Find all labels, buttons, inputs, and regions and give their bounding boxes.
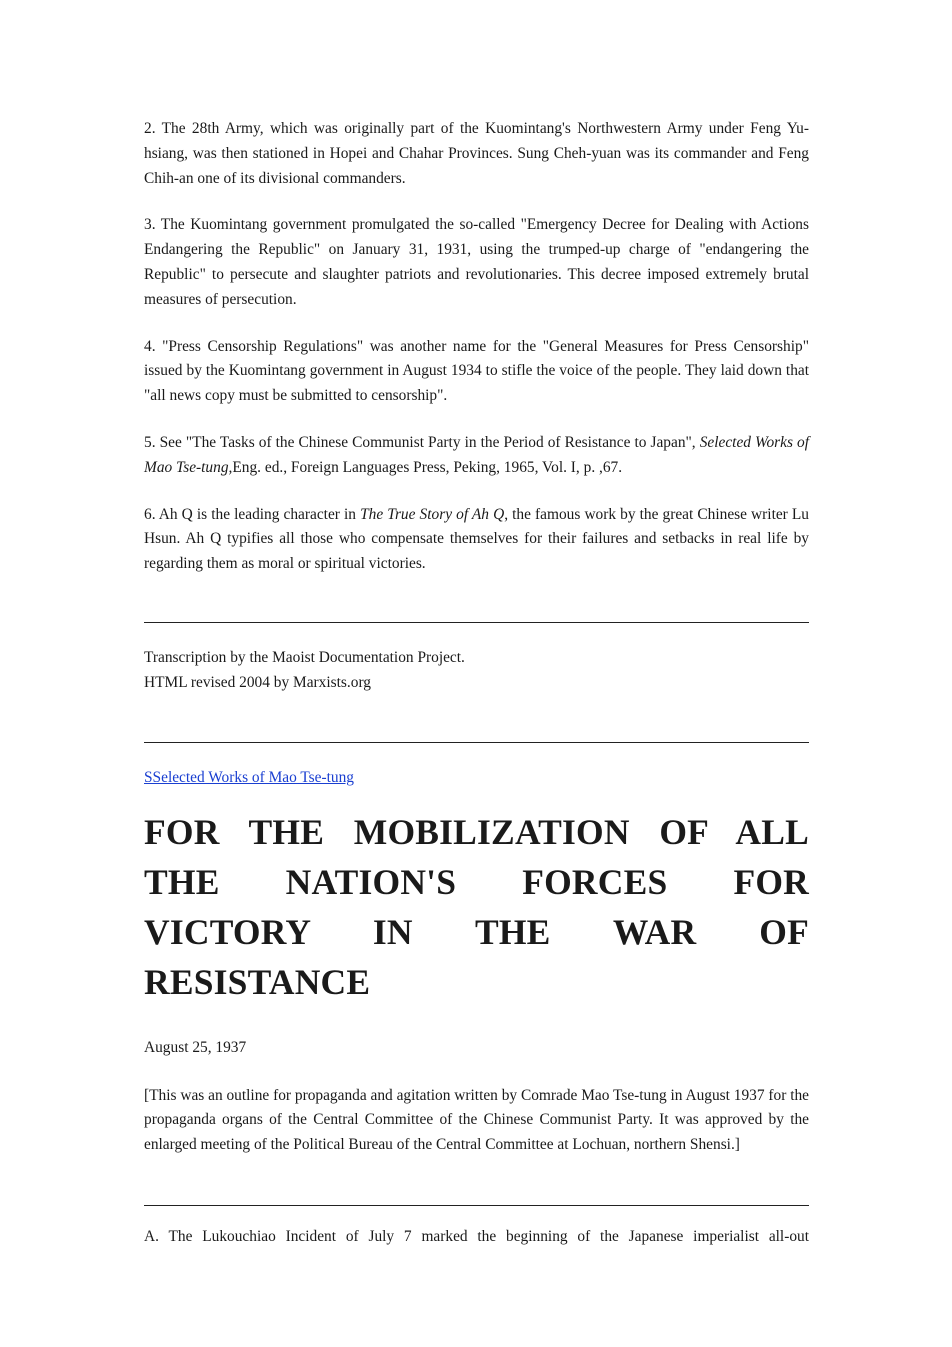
- divider-middle: [144, 742, 809, 743]
- footnote-5-post: Eng. ed., Foreign Languages Press, Peking, 1965, Vol. I, p. ,67.: [232, 458, 623, 476]
- book-link-row: [144, 767, 809, 789]
- footnote-5-pre: 5. See "The Tasks of the Chinese Communist Party in the Period of Resistance to Japan",: [144, 433, 700, 451]
- credits: [144, 646, 809, 696]
- footnote-6: [144, 503, 809, 577]
- article-title: FOR THE MOBILIZATION OF ALL THE NATION'S FORCES FOR VICTORY IN THE WAR OF RESISTANCE: [144, 811, 809, 1002]
- article-intro: [This was an outline for propaganda and agitation written by Comrade Mao Tse-tung in August 1937 for the propaganda organs of the Central Committee of the Chinese Communist Party. It was approved by the enlarged meeting of the Political Bureau of the Central Committee at Lochuan, northern Shensi.]: [144, 1086, 809, 1154]
- footnote-5: [144, 431, 809, 481]
- footnote-2: 2. The 28th Army, which was originally part of the Kuomintang's Northwestern Army under Feng Yu-hsiang, was then stationed in Hopei and Chahar Provinces. Sung Cheh-yuan was its commander and Feng Chih-an one of its divisional commanders.: [144, 120, 809, 187]
- divider-top: [144, 622, 809, 623]
- footnote-4: 4. "Press Censorship Regulations" was another name for the "General Measures for Press Censorship" issued by the Kuomintang government in August 1934 to stifle the voice of the people. They laid down that "all news copy must be submitted to censorship".: [144, 337, 809, 405]
- footnote-3: 3. The Kuomintang government promulgated the so-called "Emergency Decree for Dealing with Actions Endangering the Republic" on January 31, 1931, using the trumped-up charge of "endangering the Republic" to persecute and slaughter patriots and revolutionaries. This decree imposed extremely brutal measures of persecution.: [144, 216, 809, 308]
- footnote-6-post: , the famous work by the great Chinese writer Lu Hsun. Ah Q typifies all those who compensate themselves for their failures and setbacks in real life by regarding them as moral or spiritual victories.: [144, 505, 809, 573]
- html-revised-credit: HTML revised 2004 by Marxists.org: [144, 673, 371, 691]
- document-page: [144, 117, 809, 1250]
- section-a-paragraph: A. The Lukouchiao Incident of July 7 marked the beginning of the Japanese imperialist all-out: [144, 1227, 809, 1245]
- footnote-6-pre: 6. Ah Q is the leading character in: [144, 505, 361, 523]
- selected-works-link[interactable]: SSelected Works of Mao Tse-tung: [144, 768, 354, 786]
- footnote-6-italic: The True Story of Ah Q: [360, 505, 505, 523]
- article-date: August 25, 1937: [144, 1038, 247, 1056]
- divider-bottom: [144, 1205, 809, 1206]
- footnote-5-italic: Selected Works of Mao Tse-tung,: [144, 433, 809, 476]
- transcription-credit: Transcription by the Maoist Documentation Project.: [144, 648, 465, 666]
